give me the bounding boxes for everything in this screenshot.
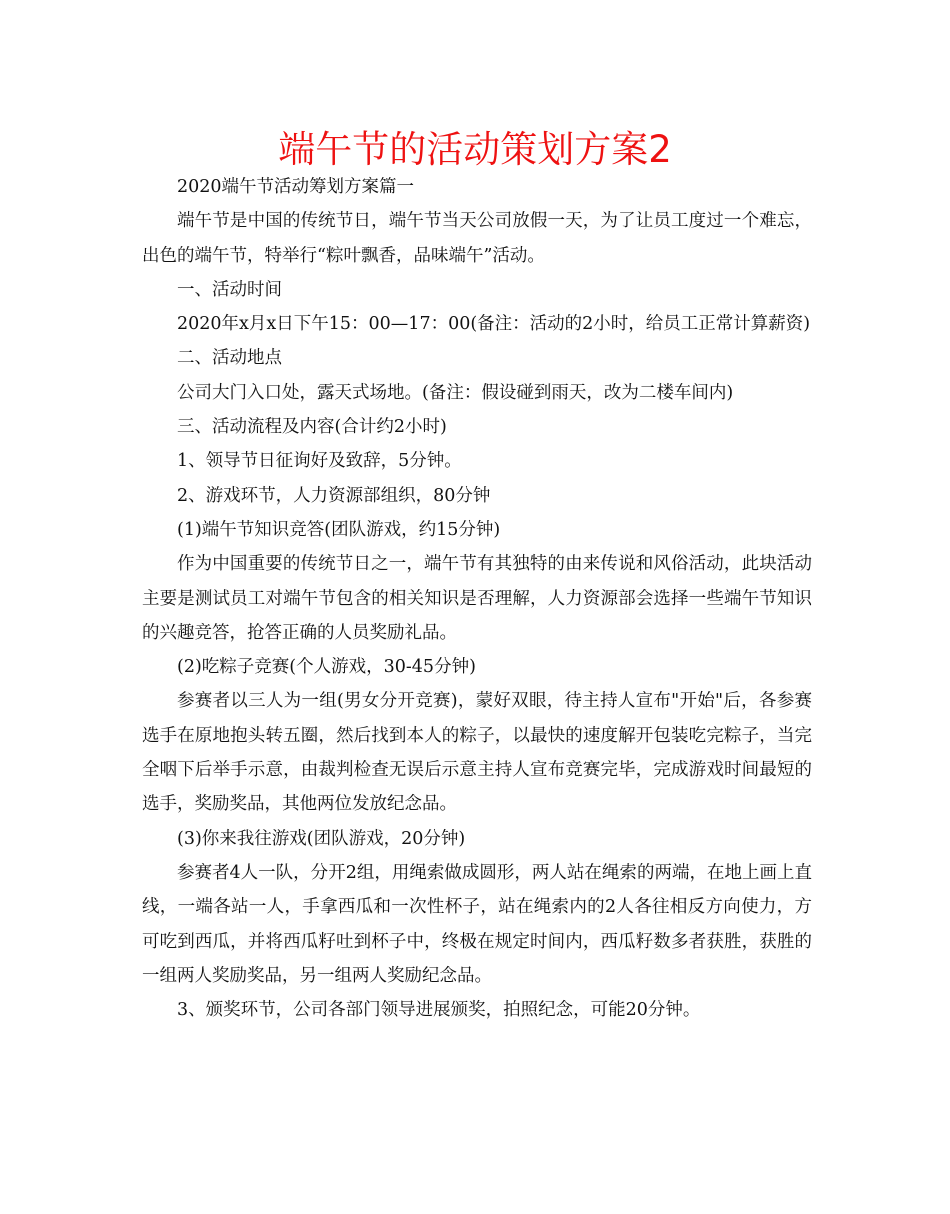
paragraph-location: 公司大门入口处，露天式场地。(备注：假设碰到雨天，改为二楼车间内) xyxy=(177,382,734,403)
sub-item-quiz: (1)端午节知识竞答(团队游戏，约15分钟) xyxy=(177,519,501,540)
section-heading-process: 三、活动流程及内容(合计约2小时) xyxy=(177,417,447,438)
document-body xyxy=(142,170,812,1027)
paragraph-quiz: 作为中国重要的传统节日之一，端午节有其独特的由来传说和风俗活动，此块活动主要是测试员工对端午节包含的相关知识是否理解，人力资源部会选择一些端午节知识的兴趣竞答，抢答正确的人员奖励礼品。 xyxy=(142,554,812,643)
sub-item-tug-game: (3)你来我往游戏(团队游戏，20分钟) xyxy=(177,828,466,849)
paragraph-tug-game: 参赛者4人一队，分开2组，用绳索做成圆形，两人站在绳索的两端，在地上画上直线，一端各站一人，手拿西瓜和一次性杯子，站在绳索内的2人各往相反方向使力，方可吃到西瓜，并将西瓜籽吐到杯子中，终极在规定时间内，西瓜籽数多者获胜，获胜的一组两人奖励奖品，另一组两人奖励纪念品。 xyxy=(142,862,812,986)
sub-item-zongzi: (2)吃粽子竞赛(个人游戏，30-45分钟) xyxy=(177,657,476,678)
section-heading-time: 一、活动时间 xyxy=(177,279,282,300)
paragraph-time: 2020年x月x日下午15：00—17：00(备注：活动的2小时，给员工正常计算薪资) xyxy=(177,314,811,335)
paragraph-plan-heading: 2020端午节活动筹划方案篇一 xyxy=(177,177,415,197)
paragraph-zongzi: 参赛者以三人为一组(男女分开竞赛)，蒙好双眼，待主持人宣布"开始"后，各参赛选手在原地抱头转五圈，然后找到本人的粽子，以最快的速度解开包装吃完粽子，当完全咽下后举手示意，由裁判检查无误后示意主持人宣布竞赛完毕，完成游戏时间最短的选手，奖励奖品，其他两位发放纪念品。 xyxy=(142,691,812,815)
paragraph-intro: 端午节是中国的传统节日，端午节当天公司放假一天，为了让员工度过一个难忘，出色的端午节，特举行“粽叶飘香，品味端午”活动。 xyxy=(142,211,812,266)
list-item-games: 2、游戏环节，人力资源部组织，80分钟 xyxy=(177,485,491,506)
document-title: 端午节的活动策划方案2 xyxy=(278,128,672,171)
section-heading-location: 二、活动地点 xyxy=(177,348,282,369)
list-item-speech: 1、领导节日征询好及致辞，5分钟。 xyxy=(177,451,462,472)
list-item-awards: 3、颁奖环节，公司各部门领导进展颁奖，拍照纪念，可能20分钟。 xyxy=(177,1000,701,1021)
